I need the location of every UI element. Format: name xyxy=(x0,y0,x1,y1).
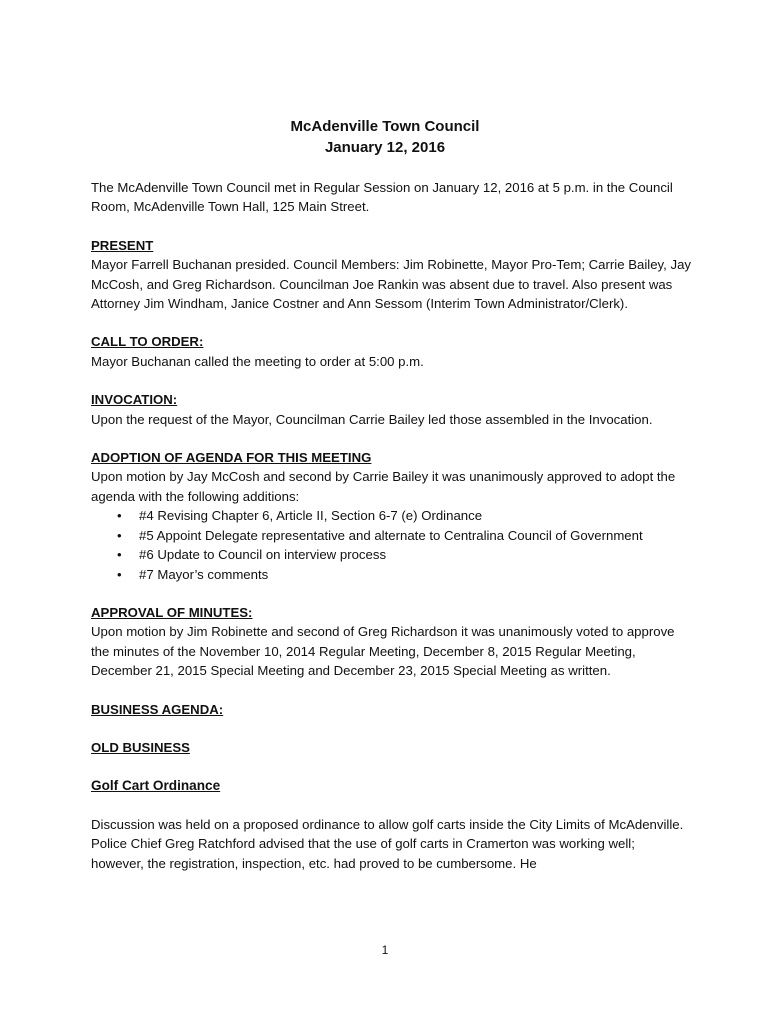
intro-paragraph: The McAdenville Town Council met in Regular Session on January 12, 2016 at 5 p.m. in the Council Room, McAdenville Town Hall, 125 Main Street. xyxy=(91,180,673,215)
bullet-icon: • xyxy=(117,508,122,524)
page-number: 1 xyxy=(381,943,389,957)
list-item-text: #5 Appoint Delegate representative and alternate to Centralina Council of Government xyxy=(139,527,643,543)
document-title: McAdenville Town Council xyxy=(290,118,480,135)
adoption-paragraph: Upon motion by Jay McCosh and second by Carrie Bailey it was unanimously approved to adopt the agenda with the following additions: xyxy=(91,469,676,504)
minutes-heading: APPROVAL OF MINUTES: xyxy=(91,604,253,620)
list-item-text: #6 Update to Council on interview process xyxy=(139,547,387,563)
golf-cart-paragraph: Discussion was held on a proposed ordinance to allow golf carts inside the City Limits of McAdenville. Police Chief Greg Ratchford advised that the use of golf carts in Cramerton was working well; however, the registration, inspection, etc. had proved to be cumbersome. He xyxy=(91,816,684,871)
present-paragraph: Mayor Farrell Buchanan presided. Council Members: Jim Robinette, Mayor Pro-Tem; Carrie Bailey, Jay McCosh, and Greg Richardson. Councilman Joe Rankin was absent due to travel. Also present was Attorney Jim Windham, Janice Costner and Ann Sessom (Interim Town Administrator/Clerk). xyxy=(91,257,692,312)
bullet-icon: • xyxy=(117,527,122,543)
invocation-heading: INVOCATION: xyxy=(91,392,178,408)
golf-cart-heading: Golf Cart Ordinance xyxy=(91,778,221,794)
list-item-text: #7 Mayor’s comments xyxy=(139,566,269,582)
document-header xyxy=(0,116,770,158)
call-to-order-heading: CALL TO ORDER: xyxy=(91,334,204,350)
list-item xyxy=(91,506,691,525)
adoption-heading: ADOPTION OF AGENDA FOR THIS MEETING xyxy=(91,450,372,466)
list-item-text: #4 Revising Chapter 6, Article II, Section 6-7 (e) Ordinance xyxy=(139,508,483,524)
agenda-additions-list xyxy=(91,506,691,584)
minutes-paragraph: Upon motion by Jim Robinette and second of Greg Richardson it was unanimously voted to approve the minutes of the November 10, 2014 Regular Meeting, December 8, 2015 Regular Meeting, December 21, 2015 Special Meeting and December 23, 2015 Special Meeting as written. xyxy=(91,624,675,679)
present-heading: PRESENT xyxy=(91,237,154,253)
meeting-date: January 12, 2016 xyxy=(324,139,446,156)
call-to-order-paragraph: Mayor Buchanan called the meeting to order at 5:00 p.m. xyxy=(91,353,424,369)
old-business-heading: OLD BUSINESS xyxy=(91,739,190,755)
list-item xyxy=(91,565,691,584)
bullet-icon: • xyxy=(117,566,122,582)
document-body xyxy=(91,178,691,873)
bullet-icon: • xyxy=(117,547,122,563)
business-agenda-heading: BUSINESS AGENDA: xyxy=(91,701,224,717)
invocation-paragraph: Upon the request of the Mayor, Councilman Carrie Bailey led those assembled in the Invocation. xyxy=(91,411,653,427)
list-item xyxy=(91,545,691,564)
list-item xyxy=(91,526,691,545)
